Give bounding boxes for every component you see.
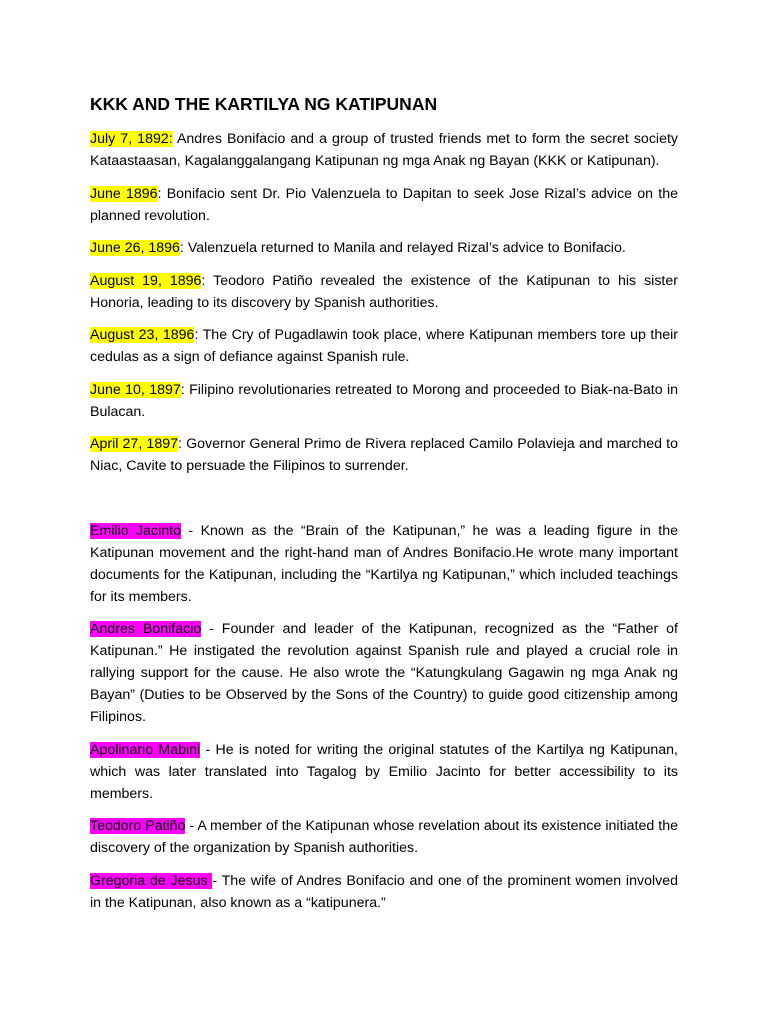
date-highlight: June 10, 1897	[90, 381, 181, 398]
timeline-text: : Bonifacio sent Dr. Pio Valenzuela to Dapitan to seek Jose Rizal’s advice on the planned revolution.	[90, 185, 678, 224]
date-highlight: June 1896	[90, 185, 158, 202]
name-highlight: Gregoria de Jesus	[90, 872, 213, 889]
name-highlight: Andres Bonifacio	[90, 621, 202, 637]
timeline-entry	[90, 237, 678, 259]
timeline-text: : Teodoro Patiño revealed the existence of the Katipunan to his sister Honoria, leading to its discovery by Spanish authorities.	[90, 272, 678, 311]
section-spacer	[90, 488, 678, 520]
timeline-text: : Governor General Primo de Rivera replaced Camilo Polavieja and marched to Niac, Cavite to persuade the Filipinos to surrender.	[90, 436, 678, 474]
timeline-section	[90, 128, 678, 477]
person-text: - Known as the “Brain of the Katipunan,” he was a leading figure in the Katipunan movement and the right-hand man of Andres Bonifacio.He wrote many important documents for the Katipunan, including the “Kartilya ng Katipunan,” which included teachings for its members.	[90, 522, 678, 605]
person-entry	[90, 870, 678, 914]
timeline-entry	[90, 183, 678, 227]
person-entry	[90, 815, 678, 859]
document-page	[90, 92, 678, 924]
name-highlight: Teodoro Patiño	[90, 818, 186, 834]
timeline-entry	[90, 324, 678, 368]
people-section	[90, 520, 678, 914]
timeline-text: : Valenzuela returned to Manila and relayed Rizal’s advice to Bonifacio.	[179, 240, 626, 256]
person-entry	[90, 739, 678, 805]
timeline-entry	[90, 128, 678, 172]
name-highlight: Emilio Jacinto	[90, 522, 181, 539]
date-highlight: April 27, 1897	[90, 436, 178, 452]
date-highlight: August 23, 1896	[90, 327, 195, 343]
person-text: - He is noted for writing the original statutes of the Kartilya ng Katipunan, which was later translated into Tagalog by Emilio Jacinto for better accessibility to its members.	[90, 741, 678, 802]
timeline-entry	[90, 433, 678, 477]
person-text: - Founder and leader of the Katipunan, recognized as the “Father of Katipunan.” He instigated the revolution against Spanish rule and played a crucial role in rallying support for the cause. He also wrote the “Katungkulang Gagawin ng mga Anak ng Bayan” (Duties to be Observed by the Sons of the Country) to guide good citizenship among Filipinos.	[90, 621, 678, 725]
person-text: - The wife of Andres Bonifacio and one of the prominent women involved in the Katipunan, also known as a “katipunera.”	[90, 872, 678, 911]
timeline-entry	[90, 379, 678, 423]
page-title: KKK AND THE KARTILYA NG KATIPUNAN	[90, 94, 438, 114]
timeline-text: : Filipino revolutionaries retreated to Morong and proceeded to Biak-na-Bato in Bulacan.	[90, 381, 678, 420]
timeline-entry	[90, 270, 678, 314]
person-entry	[90, 618, 678, 728]
timeline-text: : The Cry of Pugadlawin took place, where Katipunan members tore up their cedulas as a sign of defiance against Spanish rule.	[90, 327, 678, 365]
date-highlight: July 7, 1892:	[90, 131, 173, 147]
name-highlight: Apolinario Mabini	[90, 741, 201, 758]
person-entry	[90, 520, 678, 608]
date-highlight: June 26, 1896	[90, 240, 180, 256]
date-highlight: August 19, 1896	[90, 272, 202, 289]
person-text: - A member of the Katipunan whose revelation about its existence initiated the discovery of the organization by Spanish authorities.	[90, 818, 678, 856]
timeline-text: Andres Bonifacio and a group of trusted friends met to form the secret society Kataastaasan, Kagalanggalangang Katipunan ng mga Anak ng Bayan (KKK or Katipunan).	[90, 131, 678, 169]
